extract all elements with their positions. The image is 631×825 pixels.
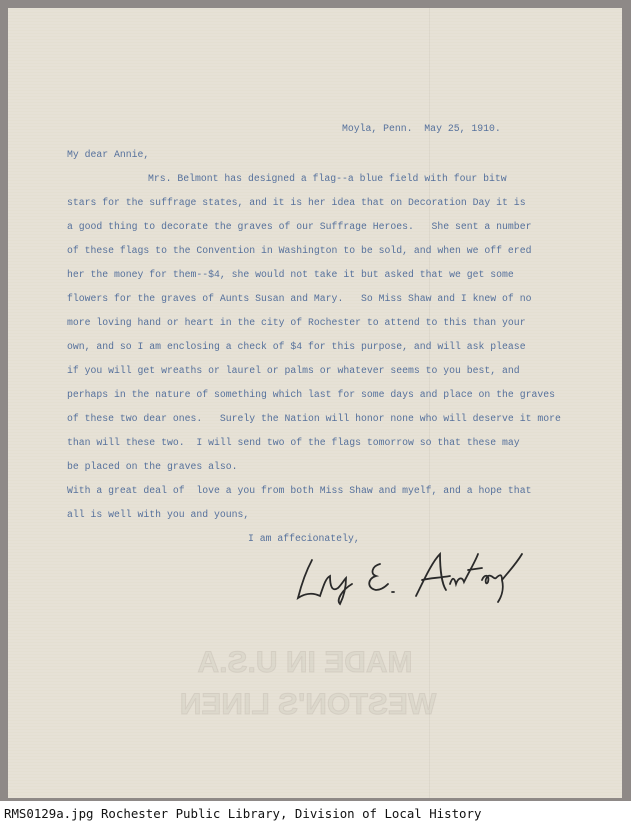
letter-line: of these flags to the Convention in Washington to be sold, and when we off ered (67, 245, 532, 256)
letter-line: Mrs. Belmont has designed a flag--a blue field with four bitw (148, 173, 507, 184)
dateline: Moyla, Penn. May 25, 1910. (342, 123, 501, 134)
letter-line: be placed on the graves also. (67, 461, 238, 472)
letter-line: perhaps in the nature of something which last for some days and place on the graves (67, 389, 555, 400)
letter-page (8, 8, 622, 798)
letter-line: all is well with you and youns, (67, 509, 250, 520)
letter-line: a good thing to decorate the graves of our Suffrage Heroes. She sent a number (67, 221, 532, 232)
letter-line: With a great deal of love a you from both Miss Shaw and myelf, and a hope that (67, 485, 532, 496)
letter-line: her the money for them--$4, she would not take it but asked that we get some (67, 269, 514, 280)
letter-line: than will these two. I will send two of the flags tomorrow so that these may (67, 437, 520, 448)
letter-line: more loving hand or heart in the city of Rochester to attend to this than your (67, 317, 526, 328)
letter-line: of these two dear ones. Surely the Nation will honor none who will deserve it more (67, 413, 561, 424)
letter-line: flowers for the graves of Aunts Susan and Mary. So Miss Shaw and I knew of no (67, 293, 532, 304)
watermark-line: MADE IN U.S.A (197, 646, 413, 679)
letter-line: own, and so I am enclosing a check of $4 for this purpose, and will ask please (67, 341, 526, 352)
letter-line: if you will get wreaths or laurel or palms or whatever seems to you best, and (67, 365, 520, 376)
salutation: My dear Annie, (67, 149, 150, 160)
watermark-line: WESTON'S LINEN (179, 688, 437, 721)
image-caption: RMS0129a.jpg Rochester Public Library, Division of Local History (4, 806, 482, 821)
signature (290, 540, 530, 610)
closing: I am affecionately, (248, 533, 360, 544)
letter-line: stars for the suffrage states, and it is her idea that on Decoration Day it is (67, 197, 526, 208)
